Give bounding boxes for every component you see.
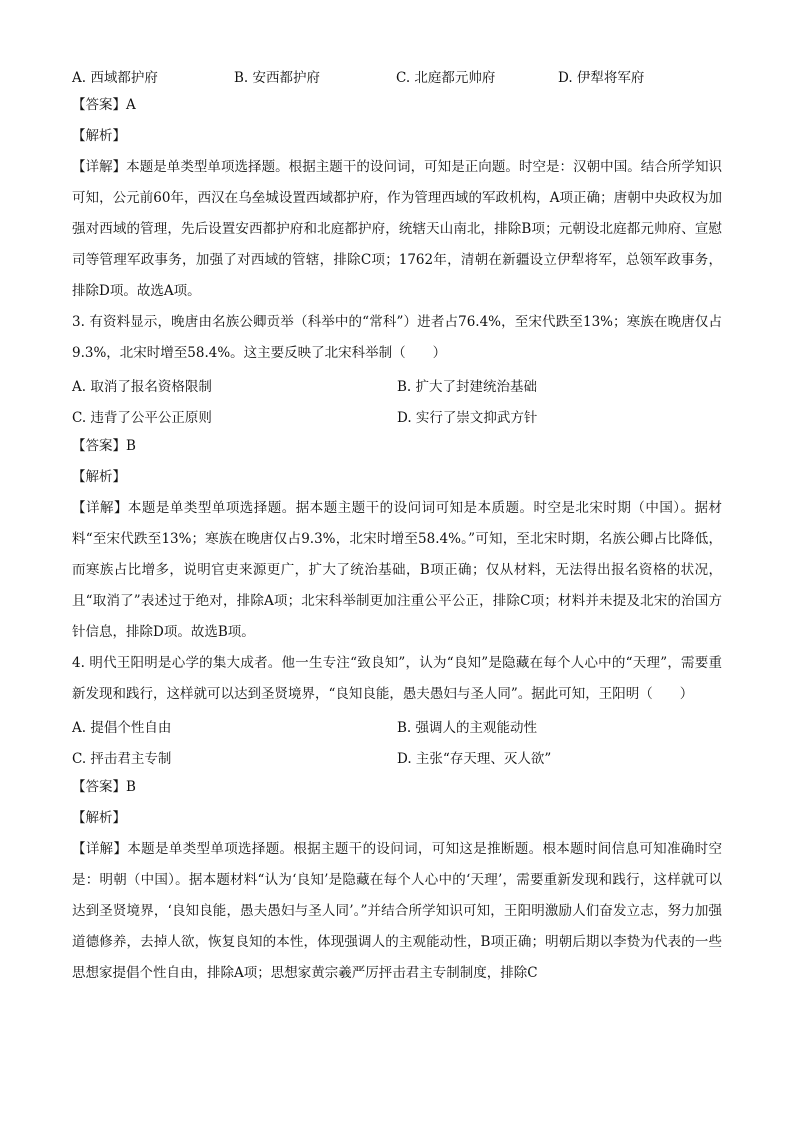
q4-answer: 【答案】B [72,779,136,795]
q2-option-c: C. 北庭都元帅府 [396,70,496,86]
q2-option-b: B. 安西都护府 [234,70,321,86]
exam-page [72,62,722,989]
q3-answer: 【答案】B [72,438,136,454]
q3-analysis-label: 【解析】 [72,469,126,485]
q4-analysis-label: 【解析】 [72,810,126,826]
q4-option-a: A. 提倡个性自由 [72,719,172,736]
q4-options-row1 [72,710,722,741]
q2-detail: 【详解】本题是单类型单项选择题。根据主题干的设问词，可知是正向题。时空是：汉朝中国。结合所学知识可知，公元前60年，西汉在乌垒城设置西域都护府，作为管理西域的军政机构，A项正确；唐朝中央政权为加强对西域的管理，先后设置安西都护府和北庭都护府，统辖天山南北，排除B项；元朝设北庭都元帅府、宣慰司等管理军政事务，加强了对西域的管辖，排除C项；1762年，清朝在新疆设立伊犁将军，总领军政事务，排除D项。故选A项。 [72,159,722,299]
q3-detail: 【详解】本题是单类型单项选择题。据本题主题干的设问词可知是本质题。时空是北宋时期（中国）。据材料“至宋代跌至13%；寒族在晚唐仅占9.3%，北宋时增至58.4%。”可知，至北宋时期，名族公卿占比降低，而寒族占比增多，说明官吏来源更广，扩大了统治基础，B项正确；仅从材料，无法得出报名资格的状况，且“取消了”表述过于绝对，排除A项；北宋科举制更加注重公平公正，排除C项；材料并未提及北宋的治国方针信息，排除D项。故选B项。 [72,500,722,640]
q4-options-row2 [72,741,722,772]
q3-stem: 3. 有资料显示，晚唐由名族公卿贡举（科举中的“常科”）进者占76.4%，至宋代跌至13%；寒族在晚唐仅占9.3%，北宋时增至58.4%。这主要反映了北宋科举制（ ） [72,314,722,361]
q3-options-row2 [72,400,722,431]
q3-option-c: C. 违背了公平公正原则 [72,409,212,426]
q3-options-row1 [72,369,722,400]
q4-detail: 【详解】本题是单类型单项选择题。根据主题干的设问词，可知这是推断题。根本题时间信息可知准确时空是：明朝（中国）。据本题材料“认为‘良知’是隐藏在每个人心中的‘天理’，需要重新发现和践行，这样就可以达到圣贤境界，‘良知良能，愚夫愚妇与圣人同’。”并结合所学知识可知，王阳明激励人们奋发立志，努力加强道德修养，去掉人欲，恢复良知的本性，体现强调人的主观能动性，B项正确；明朝后期以李贽为代表的一些思想家提倡个性自由，排除A项；思想家黄宗羲严厉抨击君主专制制度，排除C [72,841,722,981]
q2-option-d: D. 伊犁将军府 [558,70,645,86]
q3-option-a: A. 取消了报名资格限制 [72,378,212,395]
q2-answer: 【答案】A [72,97,136,113]
q4-stem: 4. 明代王阳明是心学的集大成者。他一生专注“致良知”，认为“良知”是隐藏在每个人心中的“天理”，需要重新发现和践行，这样就可以达到圣贤境界，“良知良能，愚夫愚妇与圣人同”。据此可知，王阳明（ ） [72,655,722,702]
q4-option-d: D. 主张“存天理、灭人欲” [397,750,552,767]
q3-option-b: B. 扩大了封建统治基础 [397,378,538,395]
q4-option-c: C. 抨击君主专制 [72,750,172,767]
q2-option-a: A. 西域都护府 [72,70,158,86]
q2-analysis-label: 【解析】 [72,128,126,144]
q4-option-b: B. 强调人的主观能动性 [397,719,538,736]
q3-option-d: D. 实行了崇文抑武方针 [397,409,538,426]
q2-options [72,62,722,90]
